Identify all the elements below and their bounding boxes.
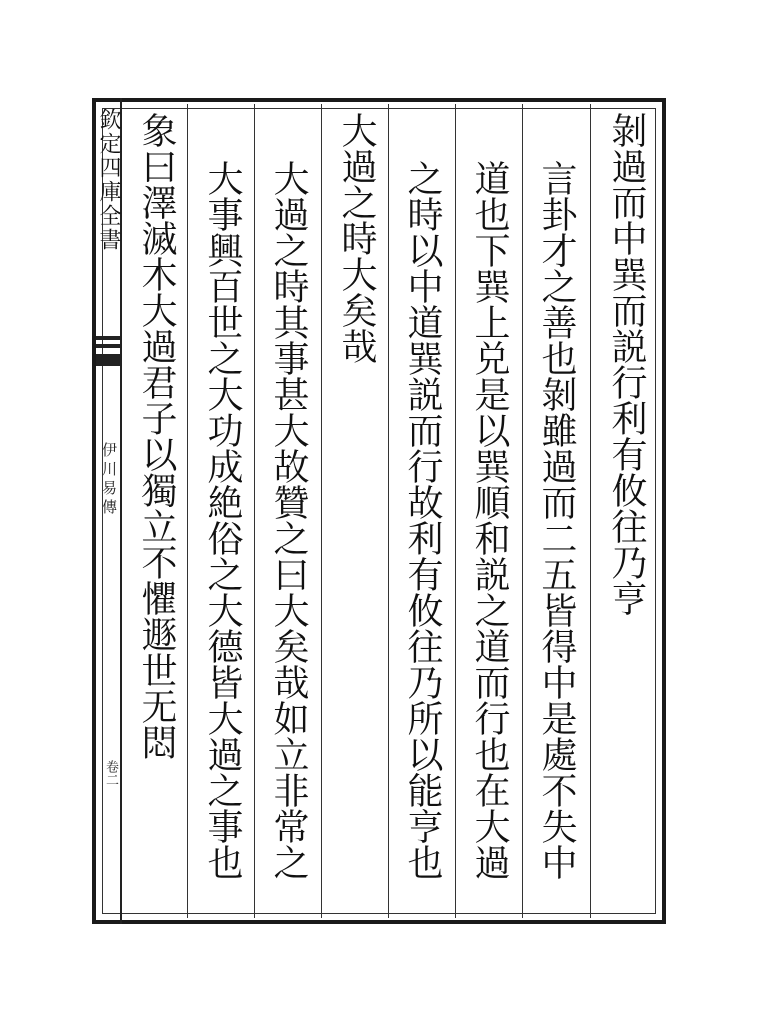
- gutter-title: 欽定四庫全書: [96, 108, 121, 252]
- column-rule: [522, 104, 523, 918]
- text-column-4: 之時以中道巽説而行故利有攸往乃所以能亨也: [402, 160, 443, 880]
- text-column-5: 大過之時大矣哉: [336, 112, 377, 364]
- column-rule: [388, 104, 389, 918]
- column-rule: [254, 104, 255, 918]
- column-rule: [590, 104, 591, 918]
- column-rule: [187, 104, 188, 918]
- text-column-2: 言卦才之善也剝雖過而二五皆得中是處不失中: [536, 160, 577, 880]
- text-column-1: 剝過而中巽而説行利有攸往乃亨: [606, 112, 647, 616]
- text-column-8: 象曰澤滅木大過君子以獨立不懼遯世无悶: [136, 112, 177, 760]
- text-column-7: 大事興百世之大功成絶俗之大德皆大過之事也: [202, 160, 243, 880]
- gutter-subtitle: 伊川易傳: [100, 442, 118, 518]
- column-rule: [321, 104, 322, 918]
- column-rule: [455, 104, 456, 918]
- fish-tail-ornament: [96, 336, 122, 366]
- gutter-page-number: 卷二: [103, 760, 118, 786]
- text-column-6: 大過之時其事甚大故贊之曰大矣哉如立非常之: [268, 160, 309, 880]
- text-column-3: 道也下巽上兑是以巽順和説之道而行也在大過: [469, 160, 510, 880]
